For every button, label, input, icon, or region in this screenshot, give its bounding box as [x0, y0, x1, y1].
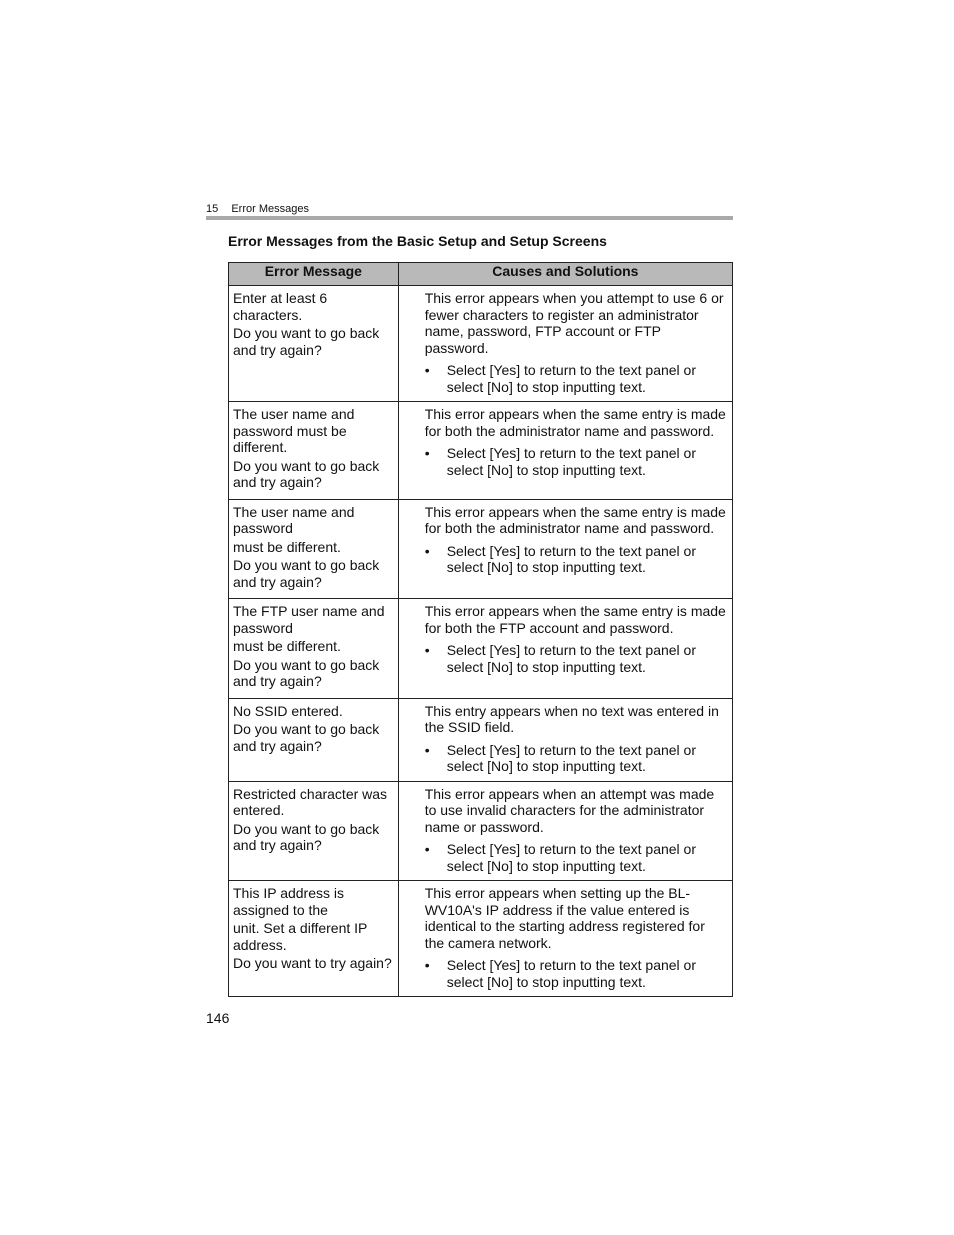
solution-text: Select [Yes] to return to the text panel or select [No] to stop inputting text. [446, 642, 697, 675]
error-message-cell [229, 781, 399, 881]
bullet-icon: • [424, 542, 430, 559]
table-body [229, 286, 733, 997]
bullet-icon: • [424, 642, 430, 658]
chapter-title: Error Messages [231, 203, 309, 215]
solution-text: Select [Yes] to return to the text panel or select [No] to stop inputting text. [446, 362, 697, 395]
cause-text: This error appears when the same entry is made for both the administrator name and password. [424, 406, 726, 439]
error-message-line: Do you want to go back and try again? [233, 721, 380, 754]
cause-solution-cell [398, 599, 732, 699]
solution-bullet [425, 543, 728, 576]
cause-solution-cell [398, 698, 732, 781]
error-message-cell [229, 402, 399, 500]
error-message-line: Do you want to go back and try again? [233, 557, 380, 590]
section-title: Error Messages from the Basic Setup and Setup Screens [228, 233, 607, 249]
cause-solution-cell [398, 402, 732, 500]
table-row [229, 781, 733, 881]
error-message-line: Do you want to go back and try again? [233, 656, 380, 689]
error-message-line: must be different. [233, 538, 341, 555]
table-row [229, 599, 733, 699]
running-header [206, 203, 309, 215]
error-message-line: Enter at least 6 characters. [233, 290, 328, 323]
solution-text: Select [Yes] to return to the text panel or select [No] to stop inputting text. [446, 445, 697, 478]
page-number: 146 [206, 1010, 230, 1026]
cause-solution-cell [398, 781, 732, 881]
cause-text: This error appears when the same entry is made for both the FTP account and password. [424, 603, 726, 636]
error-messages-table [228, 262, 733, 997]
error-message-line: must be different. [233, 638, 341, 654]
error-message-line: Restricted character was entered. [233, 785, 388, 818]
cause-text: This error appears when an attempt was made to use invalid characters for the administrator name or password. [424, 785, 715, 835]
cause-text: This entry appears when no text was entered in the SSID field. [424, 702, 719, 735]
table-row [229, 402, 733, 500]
solution-bullet [425, 742, 728, 775]
cause-solution-cell [398, 881, 732, 997]
solution-text: Select [Yes] to return to the text panel or select [No] to stop inputting text. [446, 542, 697, 575]
table-row [229, 698, 733, 781]
cause-solution-cell [398, 286, 732, 402]
solution-text: Select [Yes] to return to the text panel or select [No] to stop inputting text. [446, 957, 697, 990]
error-message-line: Do you want to go back and try again? [233, 457, 380, 490]
bullet-icon: • [424, 741, 430, 758]
solution-bullet [425, 445, 728, 478]
error-message-cell [229, 881, 399, 997]
header-rule [206, 216, 733, 220]
chapter-number: 15 [206, 203, 219, 215]
solution-bullet [425, 957, 728, 990]
bullet-icon: • [424, 362, 430, 378]
error-message-line: Do you want to go back and try again? [233, 325, 380, 358]
table-row [229, 881, 733, 997]
cause-solution-cell [398, 499, 732, 599]
solution-bullet [425, 642, 728, 675]
solution-bullet [425, 841, 728, 874]
error-message-line: The user name and password must be different. [233, 406, 355, 455]
error-message-line: The FTP user name and password [233, 603, 385, 636]
error-message-line: This IP address is assigned to the [233, 885, 345, 918]
error-message-line: unit. Set a different IP address. [233, 920, 368, 953]
error-message-cell [229, 286, 399, 402]
error-message-cell [229, 698, 399, 781]
error-message-line: The user name and password [233, 503, 355, 536]
table-row [229, 286, 733, 402]
bullet-icon: • [424, 841, 430, 857]
table-row [229, 499, 733, 599]
column-header-error-message: Error Message [229, 263, 399, 286]
error-message-cell [229, 499, 399, 599]
cause-text: This error appears when you attempt to use 6 or fewer characters to register an administrator name, password, FTP account or FTP password. [424, 290, 724, 356]
error-message-cell [229, 599, 399, 699]
solution-bullet [425, 362, 728, 395]
cause-text: This error appears when setting up the BL-WV10A's IP address if the value entered is identical to the starting address registered for the camera network. [424, 885, 705, 951]
column-header-causes-solutions: Causes and Solutions [398, 263, 732, 286]
solution-text: Select [Yes] to return to the text panel or select [No] to stop inputting text. [446, 841, 697, 874]
error-message-line: Do you want to try again? [233, 955, 392, 971]
bullet-icon: • [424, 445, 430, 461]
table-header-row [229, 263, 733, 286]
cause-text: This error appears when the same entry is made for both the administrator name and password. [424, 503, 726, 536]
bullet-icon: • [424, 957, 430, 973]
solution-text: Select [Yes] to return to the text panel or select [No] to stop inputting text. [446, 741, 697, 774]
error-message-line: Do you want to go back and try again? [233, 820, 380, 853]
error-message-line: No SSID entered. [233, 702, 343, 719]
